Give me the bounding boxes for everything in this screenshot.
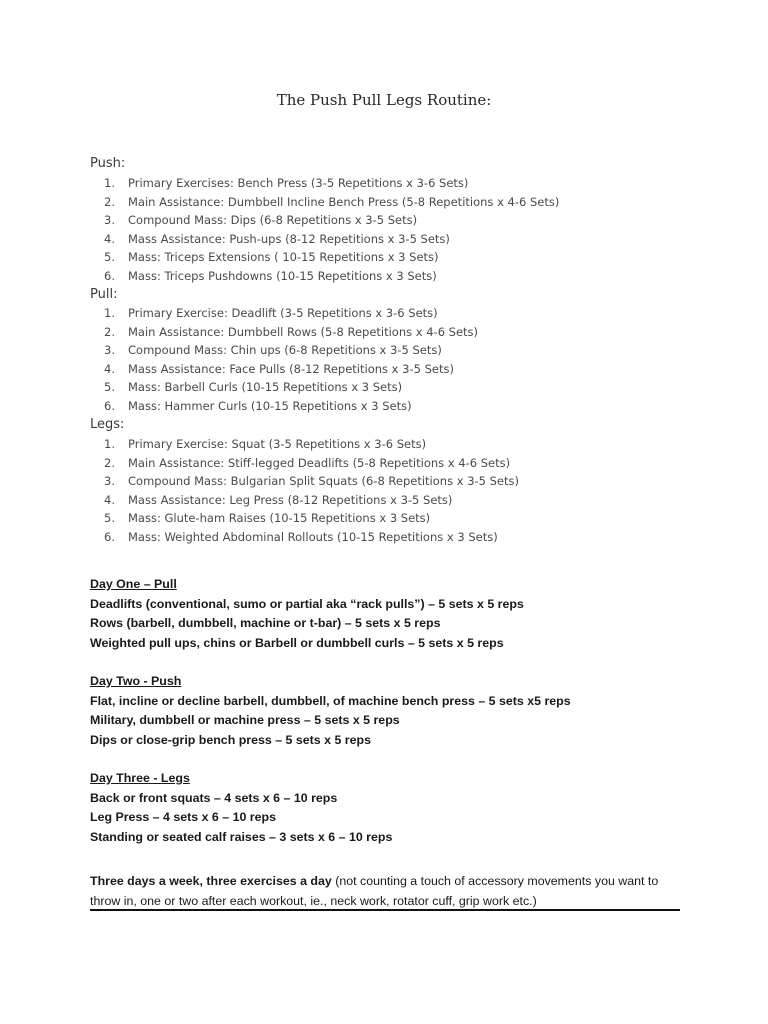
day-two-line: Flat, incline or decline barbell, dumbbell, of machine bench press – 5 sets x5 reps — [90, 693, 571, 708]
item-number: 4. — [104, 231, 115, 246]
day-three-line: Back or front squats – 4 sets x 6 – 10 reps — [90, 790, 338, 805]
item-number: 6. — [104, 398, 115, 413]
item-text: Mass: Glute-ham Raises (10-15 Repetitions x 3 Sets) — [128, 511, 431, 526]
item-text: Main Assistance: Stiff-legged Deadlifts (5-8 Repetitions x 4-6 Sets) — [128, 455, 511, 470]
summary-paragraph — [90, 871, 680, 911]
item-text: Compound Mass: Dips (6-8 Repetitions x 3-5 Sets) — [128, 213, 418, 228]
section-heading-legs: Legs: — [90, 417, 125, 432]
day-two-line: Dips or close-grip bench press – 5 sets x 5 reps — [90, 732, 371, 747]
item-text: Mass: Triceps Extensions ( 10-15 Repetitions x 3 Sets) — [128, 250, 439, 265]
day-one-title: Day One – Pull — [90, 577, 177, 591]
item-number: 5. — [104, 511, 115, 526]
day-two-line: Military, dumbbell or machine press – 5 sets x 5 reps — [90, 713, 400, 727]
item-number: 2. — [104, 194, 115, 209]
item-text: Compound Mass: Chin ups (6-8 Repetitions x 3-5 Sets) — [128, 343, 442, 358]
item-text: Mass Assistance: Face Pulls (8-12 Repetitions x 3-5 Sets) — [128, 361, 454, 376]
item-number: 2. — [104, 455, 115, 470]
horizontal-rule — [90, 909, 680, 911]
item-number: 4. — [104, 492, 115, 507]
item-number: 3. — [104, 474, 115, 489]
item-number: 5. — [104, 250, 115, 265]
day-three-line: Leg Press – 4 sets x 6 – 10 reps — [90, 810, 276, 824]
item-text: Primary Exercises: Bench Press (3-5 Repetitions x 3-6 Sets) — [128, 176, 469, 190]
section-heading-push: Push: — [90, 156, 126, 171]
item-text: Mass: Hammer Curls (10-15 Repetitions x 3 Sets) — [128, 398, 412, 413]
item-text: Primary Exercise: Deadlift (3-5 Repetitions x 3-6 Sets) — [128, 306, 438, 320]
item-number: 6. — [104, 529, 115, 544]
item-number: 1. — [104, 176, 115, 190]
day-three-line: Standing or seated calf raises – 3 sets x 6 – 10 reps — [90, 829, 393, 844]
item-number: 5. — [104, 380, 115, 395]
day-one-line: Deadlifts (conventional, sumo or partial aka “rack pulls”) – 5 sets x 5 reps — [90, 596, 524, 611]
day-one-block — [90, 575, 524, 653]
day-three-block — [90, 769, 392, 847]
day-one-line: Weighted pull ups, chins or Barbell or dumbbell curls – 5 sets x 5 reps — [90, 635, 504, 650]
section-heading-pull: Pull: — [90, 287, 118, 302]
summary-bold: Three days a week, three exercises a day — [90, 874, 332, 888]
item-number: 4. — [104, 361, 115, 376]
item-number: 6. — [104, 268, 115, 283]
item-text: Main Assistance: Dumbbell Rows (5-8 Repetitions x 4-6 Sets) — [128, 324, 479, 339]
item-text: Mass: Weighted Abdominal Rollouts (10-15 Repetitions x 3 Sets) — [128, 529, 498, 544]
item-text: Primary Exercise: Squat (3-5 Repetitions x 3-6 Sets) — [128, 437, 427, 451]
item-text: Compound Mass: Bulgarian Split Squats (6-8 Repetitions x 3-5 Sets) — [128, 474, 519, 489]
item-number: 1. — [104, 306, 115, 320]
day-one-line: Rows (barbell, dumbbell, machine or t-bar) – 5 sets x 5 reps — [90, 616, 441, 630]
day-three-title: Day Three - Legs — [90, 771, 190, 785]
item-number: 1. — [104, 437, 115, 451]
document-title: The Push Pull Legs Routine: — [276, 91, 492, 109]
item-text: Mass Assistance: Push-ups (8-12 Repetitions x 3-5 Sets) — [128, 231, 450, 246]
item-number: 2. — [104, 324, 115, 339]
item-text: Mass: Barbell Curls (10-15 Repetitions x 3 Sets) — [128, 380, 403, 395]
day-two-title: Day Two - Push — [90, 674, 182, 688]
item-text: Main Assistance: Dumbbell Incline Bench Press (5-8 Repetitions x 4-6 Sets) — [128, 194, 560, 209]
item-number: 3. — [104, 343, 115, 358]
summary-rest: (not counting a touch of accessory movements you want to throw in, one or two after each workout, ie., neck work, rotator cuff, grip work etc.) — [90, 874, 659, 908]
day-two-block — [90, 672, 571, 750]
item-text: Mass: Triceps Pushdowns (10-15 Repetitions x 3 Sets) — [128, 268, 437, 283]
item-text: Mass Assistance: Leg Press (8-12 Repetitions x 3-5 Sets) — [128, 492, 453, 507]
item-number: 3. — [104, 213, 115, 228]
